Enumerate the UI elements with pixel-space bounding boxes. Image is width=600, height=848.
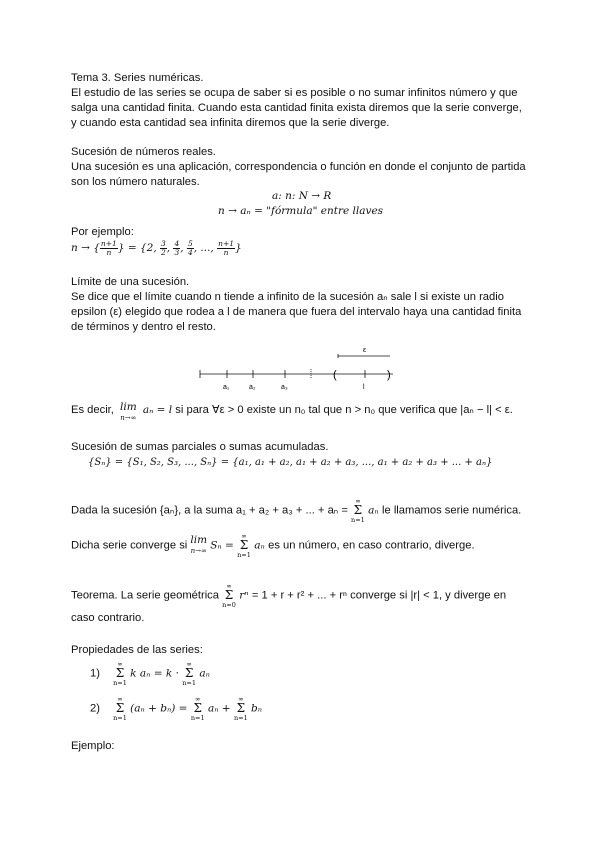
svg-text:(: (: [333, 369, 337, 381]
formula-general-term: n → aₙ = "fórmula" entre llaves: [218, 205, 384, 217]
epsilon-label: ε: [363, 347, 367, 354]
example-label: Por ejemplo:: [71, 226, 134, 238]
intro-line-1: El estudio de las series se ocupa de saber si es posible o no sumar infinitos número y que: [71, 87, 518, 99]
sucesion-text-1: Una sucesión es una aplicación, correspondencia o función en donde el conjunto de partida: [71, 161, 526, 173]
example-sequence-formula: n → { $\frac{n+1}{n}$ } = {2, $\frac{3}{2}$ , $\frac{4}{3}$ , $\frac{5}{4}$ , ..., $\frac{n+1}{n}$ }: [71, 238, 242, 257]
dicha-line: Dicha serie converge si lim n→∞ Sₙ = ∞ Σ n=1 aₙ es un número, en caso contrario, diverge.: [71, 532, 475, 559]
intro-line-2: salga una cantidad finita. Cuando esta cantidad finita exista diremos que la serie converge,: [71, 102, 522, 114]
label-a3: a₃: [281, 384, 288, 391]
teorema-line-2: caso contrario.: [71, 612, 145, 624]
es-decir-line: Es decir, lim n→∞ aₙ = l si para ∀ε > 0 existe un n₀ tal que n > n₀ que verifica que |aₙ − l| < ε.: [71, 401, 513, 422]
document-title: Tema 3. Series numéricas.: [71, 72, 204, 84]
sum-symbol-1: ∞ Σ n=1: [351, 497, 365, 524]
ejemplo-label: Ejemplo:: [71, 740, 115, 752]
sumas-heading: Sucesión de sumas parciales o sumas acumuladas.: [71, 441, 329, 453]
label-a2: a₂: [249, 384, 256, 391]
sum-symbol-3: ∞ Σ n=0: [222, 582, 236, 609]
limit-notation: lim n→∞: [120, 401, 137, 422]
sum-symbol-2: ∞ Σ n=1: [237, 532, 251, 559]
intro-line-3: y cuando esta cantidad sea infinita diremos que la serie diverge.: [71, 117, 390, 129]
partial-sums-formula: {Sₙ} = {S₁, S₂, S₃, ..., Sₙ} = {a₁, a₁ + a₂, a₁ + a₂ + a₃, ..., a₁ + a₂ + a₃ + ... + aₙ}: [88, 457, 493, 468]
limite-text-3: de términos y dentro el resto.: [71, 321, 216, 333]
sucesion-text-2: son los número naturales.: [71, 176, 200, 188]
label-l: l: [363, 384, 365, 391]
propiedades-heading: Propiedades de las series:: [71, 644, 203, 656]
limite-heading: Límite de una sucesión.: [71, 276, 190, 288]
label-a1: a₁: [223, 384, 230, 391]
limite-text-1: Se dice que el límite cuando n tiende a infinito de la sucesión aₙ sale l si existe un radio: [71, 291, 504, 303]
number-line-diagram: [195, 342, 400, 392]
svg-text:): ): [387, 369, 391, 381]
formula-mapping: a: n: N → R: [272, 190, 332, 202]
property-1: 1) ∞ Σ n=1 k aₙ = k · ∞ Σ n=1 aₙ: [90, 660, 210, 687]
sucesion-heading: Sucesión de números reales.: [71, 146, 216, 158]
limite-text-2: epsilon (ε) elegido que rodea a l de manera que fuera del intervalo haya una cantidad finita: [71, 306, 522, 318]
dada-line: Dada la sucesión {aₙ}, a la suma a₁ + a₂ + a₃ + ... + aₙ = ∞ Σ n=1 aₙ le llamamos serie numérica.: [71, 497, 522, 524]
teorema-line: Teorema. La serie geométrica ∞ Σ n=0 rⁿ = 1 + r + r² + ... + rⁿ converge si |r| < 1, y diverge en: [71, 582, 507, 609]
property-2: 2) ∞ Σ n=1 (aₙ + bₙ) = ∞ Σ n=1 aₙ + ∞ Σ n=1 bₙ: [90, 695, 263, 722]
